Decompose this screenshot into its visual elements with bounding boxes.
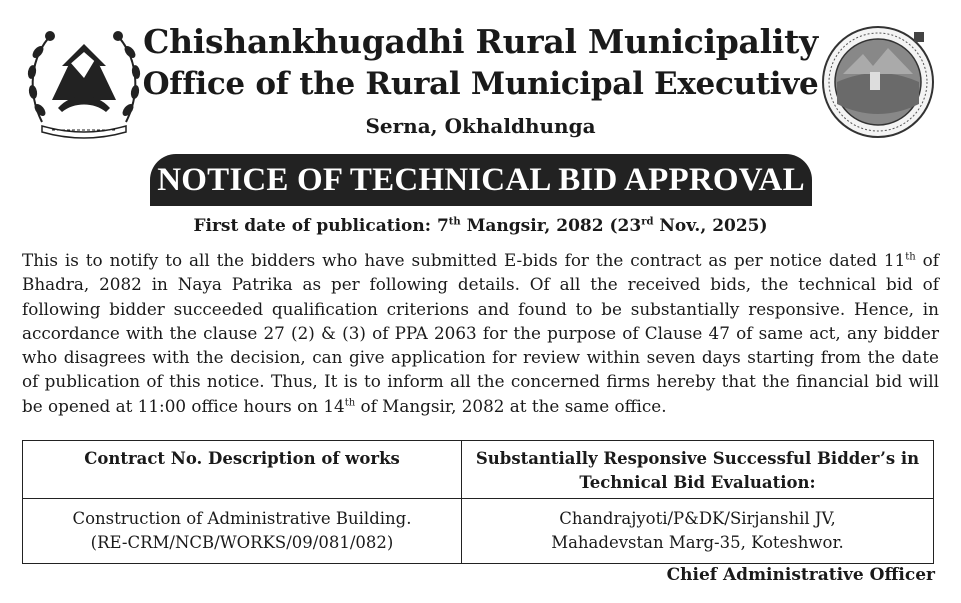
bidder-name: Chandrajyoti/P&DK/Sirjanshil JV,: [559, 509, 836, 528]
notice-header: [0, 0, 961, 150]
header-successful-bidder: Substantially Responsive Successful Bidder’s in Technical Bid Evaluation:: [462, 441, 934, 499]
work-title: Construction of Administrative Building.: [72, 509, 412, 528]
municipality-name: Chishankhugadhi Rural Municipality: [143, 22, 818, 61]
contract-number: (RE-CRM/NCB/WORKS/09/081/082): [90, 533, 394, 552]
signature: Chief Administrative Officer: [666, 565, 935, 585]
table-header-row: [23, 441, 934, 499]
bidder-cell: [462, 499, 934, 564]
office-location: Serna, Okhaldhunga: [365, 114, 596, 138]
bid-table: [22, 440, 934, 564]
municipality-seal-icon: [818, 24, 938, 140]
header-contract-description: Contract No. Description of works: [23, 441, 462, 499]
notice-body: This is to notify to all the bidders who have submitted E-bids for the contract as per notice dated 11th of Bhadra, 2082 in Naya Patrika as per following details. Of all the received bids, the technical bid of following bidder succeeded qualification criterions and found to be substantially responsive. Hence, in accordance with the clause 27 (2) & (3) of PPA 2063 for the purpose of Clause 47 of same act, any bidder who disagrees with the decision, can give application for review within seven days starting from the date of publication of this notice. Thus, It is to inform all the concerned firms hereby that the financial bid will be opened at 11:00 office hours on 14th of Mangsir, 2082 at the same office.: [22, 250, 939, 416]
work-description-cell: [23, 499, 462, 564]
table-row: [23, 499, 934, 564]
publication-date: First date of publication: 7th Mangsir, 2082 (23rd Nov., 2025): [193, 216, 768, 236]
bidder-address: Mahadevstan Marg-35, Koteshwor.: [551, 533, 844, 552]
notice-title-banner: NOTICE OF TECHNICAL BID APPROVAL: [150, 154, 812, 206]
office-name: Office of the Rural Municipal Executive: [142, 66, 819, 102]
